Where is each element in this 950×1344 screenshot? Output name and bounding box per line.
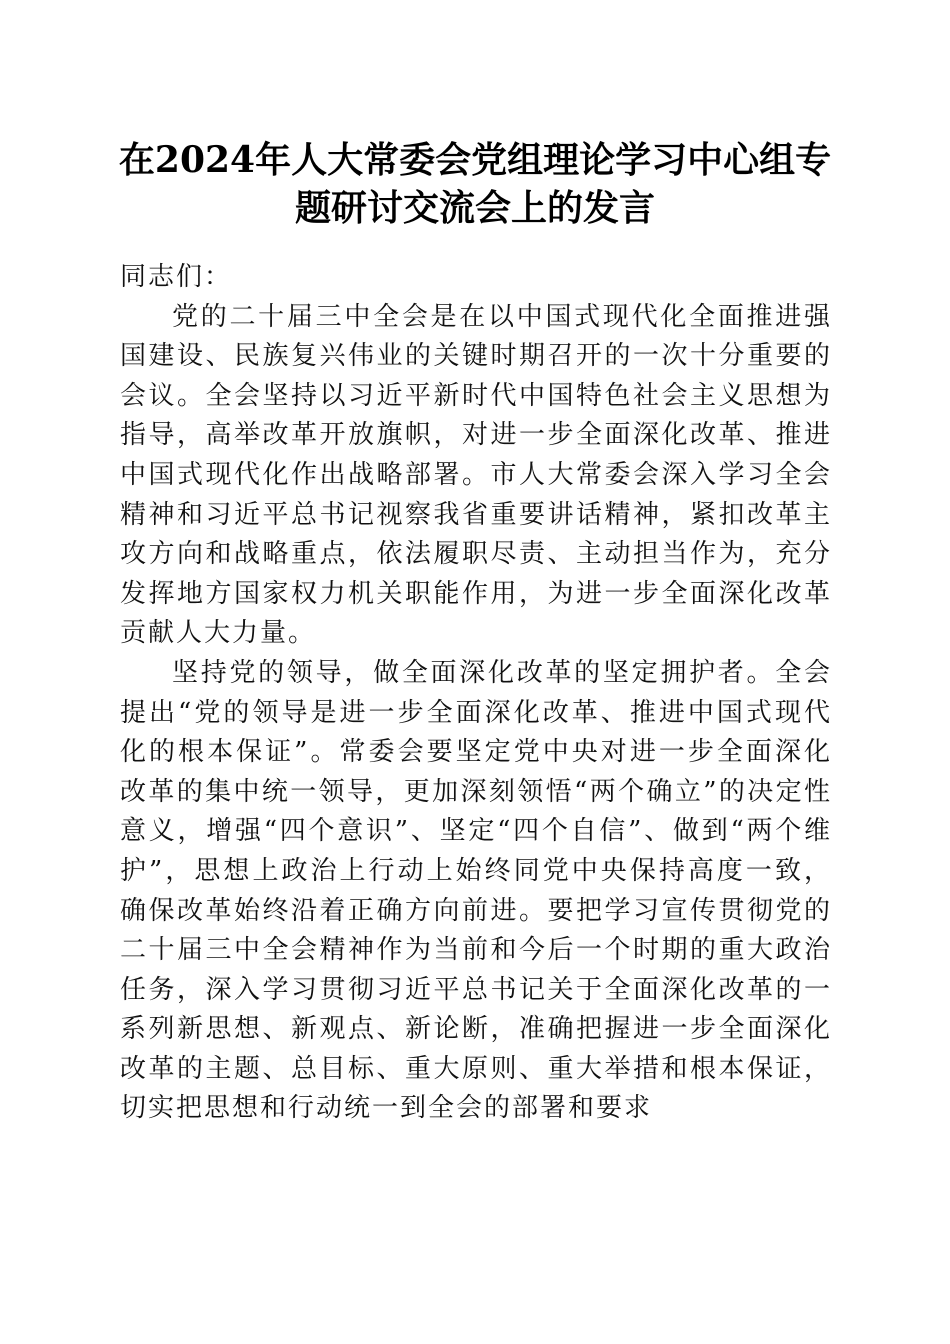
document-body bbox=[120, 258, 832, 1129]
document-title bbox=[110, 136, 840, 232]
title-line-1: 在2024年人大常委会党组理论学习中心组专 bbox=[118, 139, 832, 181]
paragraph: 坚持党的领导，做全面深化改革的坚定拥护者。全会提出“党的领导是进一步全面深化改革、推进中国式现代化的根本保证”。常委会要坚定党中央对进一步全面深化改革的集中统一领导，更加深刻领悟“两个确立”的决定性意义，增强“四个意识”、坚定“四个自信”、做到“两个维护”，思想上政治上行动上始终同党中央保持高度一致，确保改革始终沿着正确方向前进。要把学习宣传贯彻党的二十届三中全会精神作为当前和今后一个时期的重大政治任务，深入学习贯彻习近平总书记关于全面深化改革的一系列新思想、新观点、新论断，准确把握进一步全面深化改革的主题、总目标、重大原则、重大举措和根本保证，切实把思想和行动统一到全会的部署和要求 bbox=[120, 657, 832, 1124]
title-line-2: 题研讨交流会上的发言 bbox=[294, 187, 655, 229]
paragraph: 党的二十届三中全会是在以中国式现代化全面推进强国建设、民族复兴伟业的关键时期召开的一次十分重要的会议。全会坚持以习近平新时代中国特色社会主义思想为指导，高举改革开放旗帜，对进一步全面深化改革、推进中国式现代化作出战略部署。市人大常委会深入学习全会精神和习近平总书记视察我省重要讲话精神，紧扣改革主攻方向和战略重点，依法履职尽责、主动担当作为，充分发挥地方国家权力机关职能作用，为进一步全面深化改革贡献人大力量。 bbox=[120, 301, 832, 649]
salutation: 同志们： bbox=[120, 262, 233, 292]
